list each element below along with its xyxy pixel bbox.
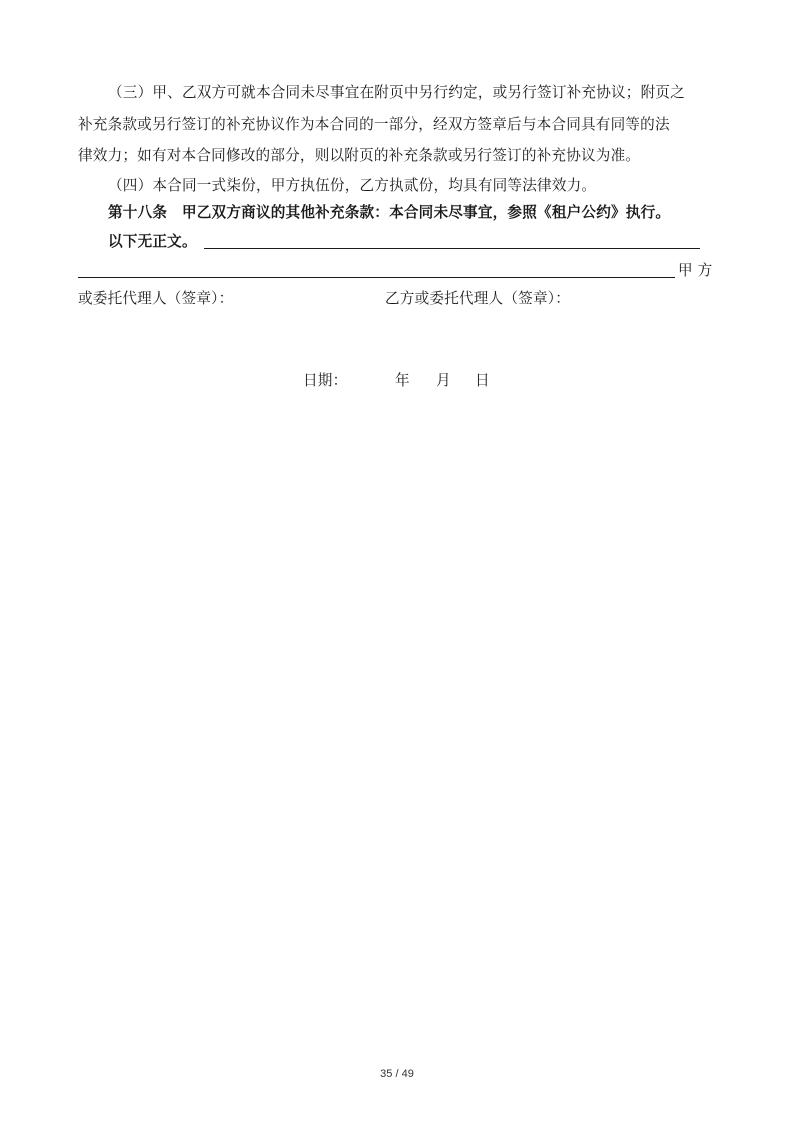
date-month: 月 [436,372,451,389]
clause-four: （四）本合同一式柒份，甲方执伍份，乙方执贰份，均具有同等法律效力。 [108,177,597,194]
clause-three-line-1: （三）甲、乙双方可就本合同未尽事宜在附页中另行约定，或另行签订补充协议；附页之 [108,84,685,101]
date-year: 年 [395,372,410,389]
date-label: 日期： [303,372,348,389]
no-more-text-label: 以下无正文。 [108,233,197,250]
clause-three-line-2: 补充条款或另行签订的补充协议作为本合同的一部分，经双方签章后与本合同具有同等的法 [78,116,670,133]
clause-three-line-3: 律效力；如有对本合同修改的部分，则以附页的补充条款或另行签订的补充协议为准。 [78,147,641,164]
article-eighteen: 第十八条 甲乙双方商议的其他补充条款：本合同未尽事宜，参照《租户公约》执行。 [108,204,671,221]
blank-line-1 [204,248,700,249]
party-a-signature-label: 或委托代理人（签章）： [78,290,234,307]
party-a-label: 甲 方 [678,262,713,279]
page-number: 35 / 49 [380,1068,414,1080]
blank-line-2 [78,277,675,278]
party-b-signature-label: 乙方或委托代理人（签章）： [385,290,571,307]
date-day: 日 [475,372,490,389]
